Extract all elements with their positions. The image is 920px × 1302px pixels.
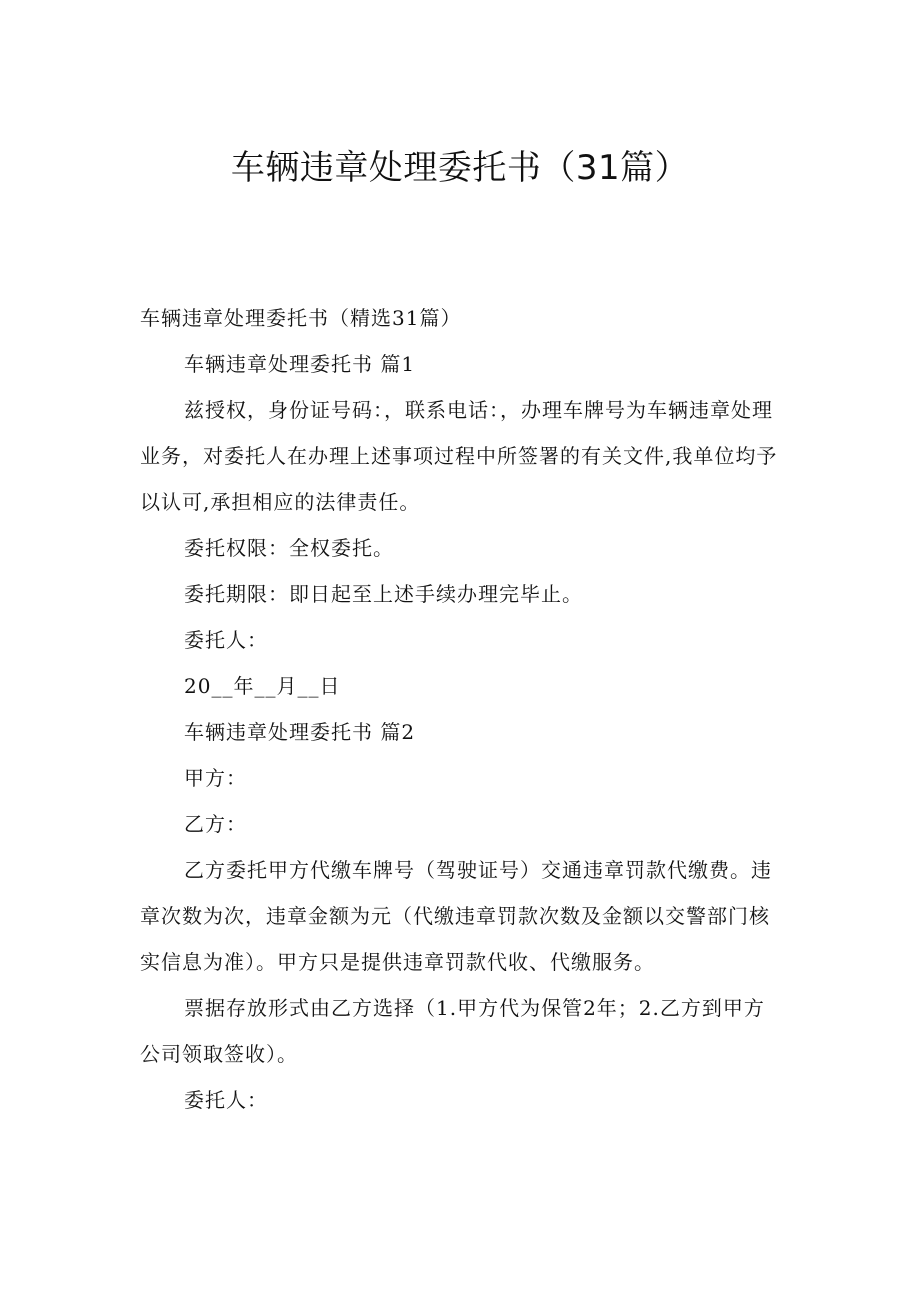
document-body	[140, 295, 780, 1123]
paragraph-receipt: 票据存放形式由乙方选择（1.甲方代为保管2年；2.乙方到甲方公司领取签收）。	[140, 996, 765, 1066]
paragraph-scope: 委托权限：全权委托。	[184, 536, 394, 560]
doc-subtitle: 车辆违章处理委托书（精选31篇）	[140, 306, 462, 330]
paragraph-principal-1: 委托人：	[184, 628, 268, 652]
document-title: 车辆违章处理委托书（31篇）	[230, 148, 690, 188]
paragraph-party-b: 乙方：	[184, 812, 247, 836]
paragraph-entrustment: 乙方委托甲方代缴车牌号（驾驶证号）交通违章罚款代缴费。违章次数为次，违章金额为元（代缴违章罚款次数及金额以交警部门核实信息为准）。甲方只是提供违章罚款代收、代缴服务。	[140, 858, 772, 974]
section-heading-1: 车辆违章处理委托书 篇1	[184, 352, 416, 376]
paragraph-authorization: 兹授权，身份证号码：，联系电话：，办理车牌号为车辆违章处理业务，对委托人在办理上述事项过程中所签署的有关文件,我单位均予以认可,承担相应的法律责任。	[140, 398, 778, 514]
paragraph-period: 委托期限：即日起至上述手续办理完毕止。	[184, 582, 583, 606]
paragraph-party-a: 甲方：	[184, 766, 247, 790]
paragraph-date: 20__年__月__日	[184, 674, 341, 698]
paragraph-principal-2: 委托人：	[184, 1088, 268, 1112]
section-heading-2: 车辆违章处理委托书 篇2	[184, 720, 416, 744]
